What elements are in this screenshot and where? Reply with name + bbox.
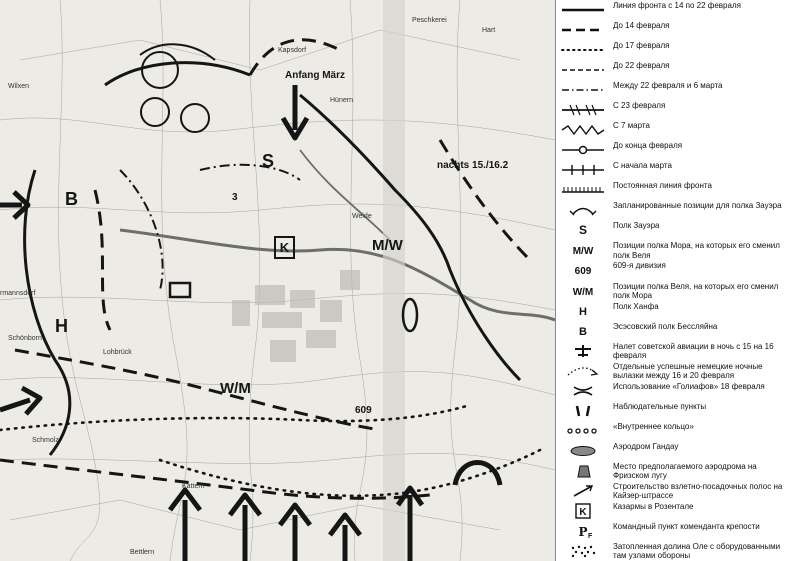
legend-label: Линия фронта с 14 по 22 февраля — [613, 1, 741, 10]
place-schonborn: Schönborn — [8, 335, 42, 342]
dotted-line-symbol — [558, 41, 608, 59]
letter-S-symbol — [558, 221, 608, 239]
svg-text:P: P — [578, 524, 588, 539]
legend-item — [556, 322, 790, 342]
book-gutter — [383, 0, 405, 561]
legend-item — [556, 542, 790, 561]
legend-item — [556, 41, 790, 61]
zigzag-line-symbol — [558, 121, 608, 139]
dashed-line-symbol — [558, 21, 608, 39]
legend-item — [556, 21, 790, 41]
runway-arrow-symbol — [558, 482, 608, 500]
barracks-letter: K — [279, 240, 290, 255]
legend-item — [556, 161, 790, 181]
legend-item — [556, 342, 790, 362]
svg-text:H: H — [579, 305, 587, 318]
legend-label: Строительство взлетно-посадочных полос на Кайзер-штрассе — [613, 481, 783, 501]
legend-item — [556, 101, 790, 121]
legend-item — [556, 1, 790, 21]
label-3: 3 — [232, 192, 238, 203]
label-s: S — [262, 151, 275, 171]
airfield-proposed-icon-symbol — [558, 462, 608, 480]
legend-label: Командный пункт коменданта крепости — [613, 521, 760, 531]
legend-label: 609-я дивизия — [613, 261, 666, 271]
command-post-icon-symbol — [558, 522, 608, 540]
label-b: B — [65, 189, 78, 209]
legend-label: Отдельные успешные немецкие ночные вылазки между 16 и 20 февраля — [613, 361, 763, 381]
svg-text:W/M: W/M — [572, 286, 594, 298]
inner-ring-symbol — [558, 422, 608, 440]
hatched-line-symbol — [558, 181, 608, 199]
place-schmolz: Schmolz — [32, 437, 59, 444]
legend-item — [556, 502, 790, 522]
letter-H-symbol — [558, 302, 608, 320]
label-nachts: nachts 15./16.2 — [437, 160, 509, 171]
label-anfang-marz: Anfang März — [285, 70, 345, 81]
fine-dashed-line-symbol — [558, 61, 608, 79]
legend-label: Использование «Голиафов» 18 февраля — [613, 381, 765, 391]
goliath-icon-symbol — [558, 382, 608, 400]
legend-item — [556, 522, 790, 542]
legend-item — [556, 302, 790, 322]
legend-label: С начала марта — [613, 161, 672, 171]
svg-text:M/W: M/W — [572, 246, 594, 258]
legend-label: Аэродром Гандау — [613, 441, 679, 451]
legend-item — [556, 362, 790, 382]
place-wilxen: Wilxen — [8, 83, 30, 90]
observation-icon-symbol — [558, 402, 608, 420]
legend-item — [556, 241, 790, 261]
legend-item — [556, 422, 790, 442]
place-lobbruck: Lohbrück — [103, 349, 132, 356]
legend-label: Позиции полка Мора, на которых его сменил полк Веля — [613, 241, 780, 260]
letter-WM-symbol — [558, 282, 608, 300]
legend-label: Наблюдательные пункты — [613, 401, 707, 411]
place-kapsdorf: Kapsdorf — [278, 47, 307, 54]
svg-text:B: B — [579, 325, 587, 338]
legend-label: До конца февраля — [613, 141, 683, 151]
letter-MW-symbol — [558, 241, 608, 259]
airfield-icon-symbol — [558, 442, 608, 460]
legend-item — [556, 201, 790, 221]
place-hermannsdorf: rmannsdorf — [0, 290, 36, 297]
air-raid-icon-symbol — [558, 342, 608, 360]
legend-item — [556, 282, 790, 302]
label-wm: W/M — [220, 380, 251, 397]
label-609: 609 — [355, 405, 372, 416]
legend-item — [556, 382, 790, 402]
legend-item — [556, 482, 790, 502]
legend-label: Постоянная линия фронта — [613, 181, 712, 191]
place-weide: Weide — [352, 213, 372, 220]
position-mark-symbol — [558, 201, 608, 219]
legend-item — [556, 121, 790, 141]
legend — [555, 0, 790, 561]
letter-609-symbol — [558, 261, 608, 279]
legend-label: До 14 февраля — [613, 21, 670, 31]
legend-item — [556, 462, 790, 482]
legend-label: Место предполагаемого аэродрома на Фризском лугу — [613, 461, 757, 481]
legend-item — [556, 261, 790, 281]
legend-label: С 7 марта — [613, 121, 650, 131]
legend-item — [556, 141, 790, 161]
label-mw: M/W — [372, 237, 403, 254]
legend-label: Позиции полка Веля, на которых его сменил полк Мора — [613, 281, 779, 300]
barracks-icon-symbol — [558, 502, 608, 520]
flooded-icon-symbol — [558, 542, 608, 560]
legend-item — [556, 181, 790, 201]
place-peschkerei: Peschkerei — [412, 17, 447, 24]
legend-label: Запланированные позиции для полка Зауэра — [613, 201, 782, 211]
svg-text:K: K — [579, 506, 587, 518]
legend-item — [556, 61, 790, 81]
legend-label: Между 22 февраля и 6 марта — [613, 81, 723, 91]
line-circle-symbol — [558, 141, 608, 159]
legend-item — [556, 81, 790, 101]
line-cross-symbol — [558, 161, 608, 179]
double-tick-line-symbol — [558, 101, 608, 119]
letter-B-symbol — [558, 322, 608, 340]
place-kattern: Kattern — [182, 483, 205, 490]
sortie-arrow-symbol — [558, 362, 608, 380]
legend-label: С 23 февраля — [613, 101, 666, 111]
legend-item — [556, 402, 790, 422]
place-bettlern: Bettlern — [130, 549, 155, 556]
svg-text:609: 609 — [574, 266, 592, 278]
label-h: H — [55, 316, 68, 336]
dash-dot-line-symbol — [558, 81, 608, 99]
legend-label: «Внутреннее кольцо» — [613, 421, 694, 431]
place-hart: Hart — [482, 27, 496, 34]
legend-label: Казармы в Розентале — [613, 501, 694, 511]
place-hunern: Hünern — [330, 97, 353, 104]
legend-item — [556, 221, 790, 241]
legend-label: Полк Ханфа — [613, 301, 659, 311]
legend-item — [556, 442, 790, 462]
solid-thick-line-symbol — [558, 1, 608, 19]
svg-text:S: S — [578, 223, 588, 238]
legend-label: До 17 февраля — [613, 41, 670, 51]
svg-text:F: F — [588, 532, 593, 540]
legend-label: Эсэсовский полк Бессляйна — [613, 321, 718, 331]
legend-label: Затопленная долина Оле с оборудованными там узлами обороны — [613, 541, 781, 561]
legend-label: Налет советской авиации в ночь с 15 на 16 февраля — [613, 341, 774, 361]
legend-label: До 22 февраля — [613, 61, 670, 71]
legend-label: Полк Зауэра — [613, 221, 660, 231]
